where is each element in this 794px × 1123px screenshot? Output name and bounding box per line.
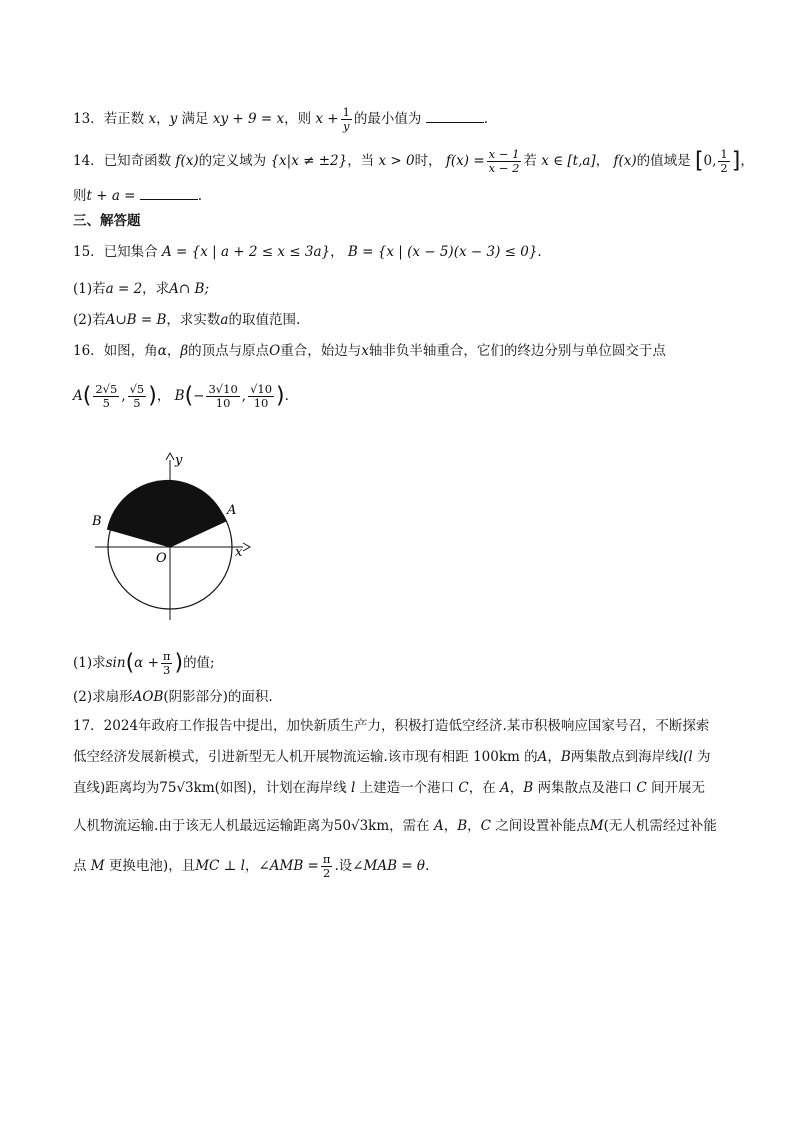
y-axis-arrow-icon: [166, 453, 174, 460]
label-b: B: [92, 514, 102, 529]
q16-part-2: (2)求扇形AOB(阴影部分)的面积.: [73, 689, 273, 705]
label-o: O: [156, 551, 167, 566]
x-axis-arrow-icon: [243, 543, 250, 551]
q13-number: 13．: [73, 111, 104, 127]
point-b-y: $\frac{√10}{10}$: [250, 382, 273, 410]
q14-line-2: 则t + a = .: [73, 188, 203, 204]
q17-line-2: 低空经济发展新模式，引进新型无人机开展物流运输.该市现有相距 100km 的A，B两集散点到海岸线l(l 为: [73, 749, 711, 765]
label-x: x: [235, 545, 243, 560]
label-y: y: [175, 453, 183, 468]
label-a: A: [227, 503, 237, 518]
section-title: 三、解答题: [73, 213, 141, 229]
q13-answer-blank: [426, 109, 484, 123]
q15-part-2: (2)若A∪B = B，求实数a的取值范围.: [73, 312, 301, 328]
q13-line: 13．若正数 x，y 满足 xy + 9 = x，则 x + $\frac{1}{y}$ 的最小值为 .: [73, 105, 489, 133]
q17-line-5: 点 M 更换电池)，且MC ⊥ l，∠AMB = $\frac{\pi}{2}$ .设∠MAB = θ.: [73, 852, 430, 880]
q14-number: 14．: [73, 153, 104, 169]
pi-over-2: $\frac{\pi}{2}$: [322, 852, 331, 880]
q16-line-1: 16．如图，角α，β的顶点与原点O重合，始边与x轴非负半轴重合，它们的终边分别与单位圆交于点: [73, 343, 666, 359]
point-a-x: $\frac{2√5}{5}$: [95, 382, 118, 410]
q14-line-1: 14．已知奇函数 f(x)的定义域为 {x|x ≠ ±2}，当 x > 0时， f(x) = $\frac{x - 1}{x - 2}$ 若 x ∈ [t,a]， f(x)的值域是 [0, $\frac{1}{2}$ ]，: [73, 147, 754, 175]
q14-range-fraction: $\frac{1}{2}$: [720, 147, 728, 175]
sector-aob-shaded: [107, 480, 226, 547]
q17-line-3: 直线)距离均为75√3km(如图)，计划在海岸线 l 上建造一个港口 C，在 A，B 两集散点及港口 C 间开展无: [73, 780, 705, 796]
q16-line-2: A( $\frac{2√5}{5}$ , $\frac{√5}{5}$ )， B(− $\frac{3√10}{10}$ , $\frac{√10}{10}$ ).: [73, 382, 289, 410]
pi-over-3: $\frac{\pi}{3}$: [162, 649, 171, 677]
q14-answer-blank: [140, 186, 198, 200]
q15-set-a: A = {x | a + 2 ≤ x ≤ 3a}: [161, 244, 331, 260]
q14-fraction: $\frac{x - 1}{x - 2}$: [488, 147, 520, 175]
q15-set-b: B = {x | (x − 5)(x − 3) ≤ 0}: [347, 244, 538, 260]
q17-line-1: 17．2024年政府工作报告中提出，加快新质生产力，积极打造低空经济.某市积极响应国家号召，不断探索: [73, 718, 710, 734]
q13-fraction: $\frac{1}{y}$: [342, 105, 350, 133]
q13-equation: xy + 9 = x: [212, 111, 285, 127]
q15-part-1: (1)若a = 2，求A∩ B;: [73, 281, 209, 297]
point-a-y: $\frac{√5}{5}$: [129, 382, 145, 410]
q16-number: 16．: [73, 343, 104, 359]
q17-line-4: 人机物流运输.由于该无人机最远运输距离为50√3km，需在 A，B，C 之间设置补能点M(无人机需经过补能: [73, 818, 717, 834]
q15-line: 15．已知集合 A = {x | a + 2 ≤ x ≤ 3a}， B = {x | (x − 5)(x − 3) ≤ 0}.: [73, 244, 542, 260]
q14-domain: {x|x ≠ ±2}: [270, 153, 348, 169]
q16-part-1: (1)求sin(α + $\frac{\pi}{3}$ )的值;: [73, 649, 215, 677]
unit-circle-figure: [85, 450, 255, 625]
q15-number: 15．: [73, 244, 104, 260]
point-b-x: $\frac{3√10}{10}$: [208, 382, 238, 410]
